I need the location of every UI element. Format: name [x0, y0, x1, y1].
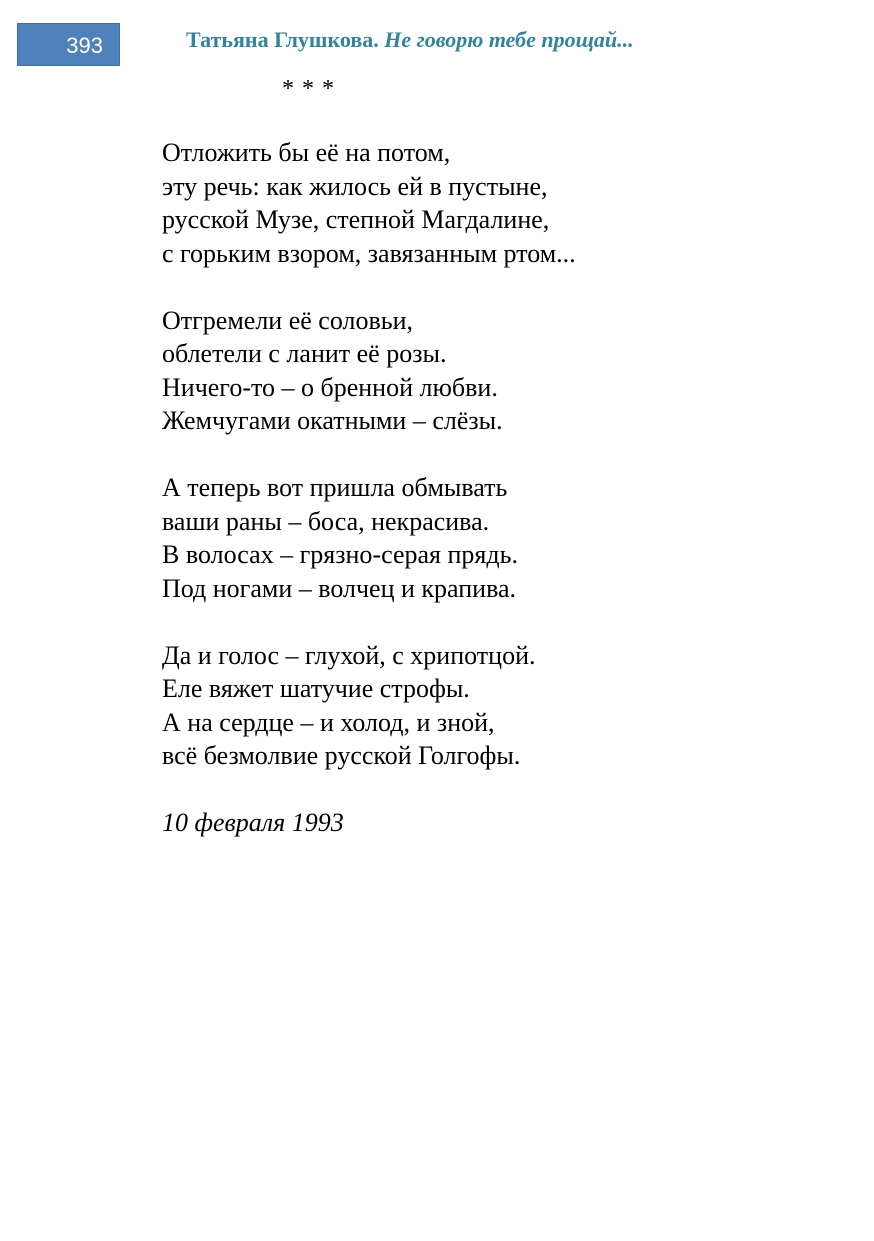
poem-line: Под ногами – волчец и крапива. [162, 573, 517, 603]
poem-line: Жемчугами окатными – слёзы. [162, 406, 503, 435]
poem-line: русской Музе, степной Магдалине, [162, 205, 550, 234]
section-separator: * * * [282, 76, 335, 102]
header-author: Татьяна Глушкова. [186, 27, 379, 52]
header-title: Не говорю тебе прощай... [384, 27, 634, 52]
stanza-1 [162, 136, 576, 270]
poem-line: всё безмолвие русской Голгофы. [162, 741, 521, 770]
page-number-badge: 393 [17, 23, 120, 66]
poem-line: Отгремели её соловьи, [162, 305, 414, 335]
poem-line: А на сердце – и холод, и зной, [162, 707, 495, 737]
poem-line: эту речь: как жилось ей в пустыне, [162, 171, 548, 201]
poem-line: Да и голос – глухой, с хрипотцой. [162, 640, 536, 670]
stanza-4 [162, 639, 576, 773]
stanza-2 [162, 304, 576, 438]
poem-line: Ничего-то – о бренной любви. [162, 372, 498, 402]
poem-line: Отложить бы её на потом, [162, 138, 451, 167]
poem-line: Еле вяжет шатучие строфы. [162, 674, 470, 703]
poem-line: В волосах – грязно-серая прядь. [162, 540, 518, 569]
poem-line: с горьким взором, завязанным ртом... [162, 238, 576, 268]
stanza-3 [162, 471, 576, 605]
poem-line: облетели с ланит её розы. [162, 339, 447, 368]
poem-line: А теперь вот пришла обмывать [162, 473, 508, 502]
poem-date: 10 февраля 1993 [162, 808, 344, 837]
running-header [186, 26, 634, 54]
poem [162, 136, 576, 840]
poem-line: ваши раны – боса, некрасива. [162, 506, 490, 536]
